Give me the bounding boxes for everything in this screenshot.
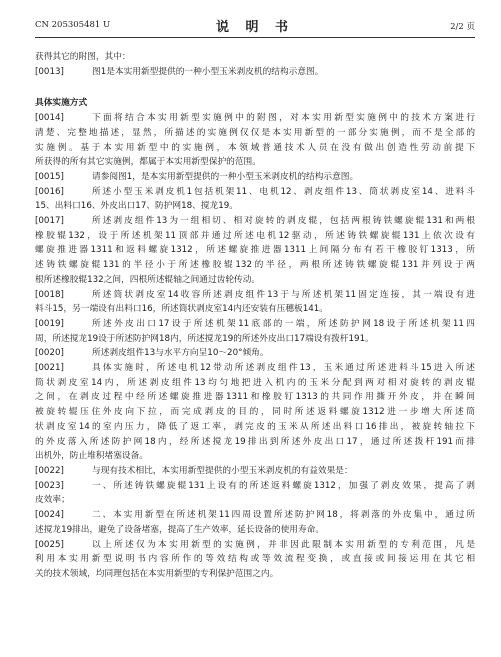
paragraph-number: [0022]: [35, 465, 64, 476]
paragraph-number: [0021]: [35, 363, 64, 374]
paragraph-line: 橡胶辊132，设于所述机架11顶部并通过所述电机12驱动，所述铸铁螺旋辊131上依次设有: [35, 230, 475, 241]
paragraph-first-line: [35, 288, 475, 303]
paragraph-line: 15、出料口16、外皮出口17、防护网18、搅龙19。: [35, 201, 238, 212]
paragraph: [35, 508, 475, 537]
paragraph-list: [35, 111, 475, 582]
paragraph: [35, 464, 475, 479]
paragraph-line: 所述外皮出口17设于所述机架11底部的一端，所述防护网18设于所述机架11四: [92, 318, 475, 329]
paragraph-line: 状剥皮室14的室内压力，降低了返工率，剥完皮的玉米从所述出料口16排出，被旋转轴拉下: [35, 421, 475, 432]
paragraph-first-line: [35, 346, 475, 361]
paragraph-line: 图1是本实用新型提供的一种小型玉米剥皮机的结构示意图。: [92, 66, 324, 77]
paragraph: [35, 65, 475, 80]
paragraph-line: 清楚、完整地描述，显然，所描述的实施例仅仅是本实用新型的一部分实施例，而不是全部的: [35, 127, 475, 138]
paragraph-line: 被旋转辊压住外皮向下拉，而完成剥皮的目的，同时所述返料螺旋1312进一步增大所述筒: [35, 407, 475, 418]
paragraphs-before: [35, 65, 475, 80]
paragraph: [35, 479, 475, 508]
paragraph-first-line: [35, 185, 475, 200]
intro-line: 获得其它的附图，其中：: [35, 52, 131, 62]
document-title: 说 明 书: [215, 20, 295, 35]
page-number: 2/2 页: [450, 22, 475, 32]
paragraph-line: 关的技术领域，均同理包括在本实用新型的专利保护范围之内。: [35, 568, 279, 579]
paragraph-line: 周，所述搅龙19设于所述防护网18内，所述搅龙19的所述外皮出口17端设有拨杆191。: [35, 333, 374, 344]
document-body: [35, 50, 475, 582]
paragraph: [35, 214, 475, 288]
paragraph-first-line: [35, 508, 475, 523]
paragraph-line: 根所述橡胶辊132之间，四根所述辊轴之间通过齿轮传动。: [35, 274, 261, 285]
paragraph: [35, 361, 475, 464]
paragraph-number: [0025]: [35, 539, 64, 550]
paragraph-line: 的外皮落入所述防护网18内，经所述搅龙19排出到所述外皮出口17，通过所述拨杆191而排: [35, 436, 475, 447]
paragraph-number: [0014]: [35, 113, 64, 124]
paragraph: [35, 185, 475, 214]
paragraph-number: [0013]: [35, 66, 64, 77]
paragraph: [35, 288, 475, 317]
paragraph-line: 之间，在剥皮过程中经所述螺旋推进器1311和橡胶钉1313的共同作用撕开外皮，并在瞬间: [35, 392, 475, 403]
paragraph-first-line: [35, 464, 475, 479]
paragraph-line: 所获得的所有其它实施例，都属于本实用新型保护的范围。: [35, 157, 261, 168]
paragraph-line: 与现有技术相比，本实用新型提供的小型玉米剥皮机的有益效果是：: [92, 465, 353, 476]
section-gap: [35, 79, 475, 88]
paragraph-line: 利用本实用新型说明书内容所作的等效结构或等效流程变换，或直接或间接运用在其它相: [35, 554, 475, 565]
paragraph-line: 以上所述仅为本实用新型的实施例，并非因此限制本实用新型的专利范围，凡是: [92, 539, 475, 550]
paragraph-line: 一、所述铸铁螺旋辊131上设有的所述返料螺旋1312，加强了剥皮效果，提高了剥: [92, 480, 475, 491]
paragraph-number: [0020]: [35, 348, 64, 359]
paragraph-first-line: [35, 111, 475, 126]
paragraph-number: [0023]: [35, 480, 64, 491]
paragraph-first-line: [35, 214, 475, 229]
paragraph-first-line: [35, 317, 475, 332]
paragraph-line: 螺旋推进器1311和返料螺旋1312，所述螺旋推进器1311上间隔分布有若干橡胶钉1313，所: [35, 245, 475, 256]
page-header: [35, 13, 475, 38]
paragraph-first-line: [35, 170, 475, 185]
paragraph-number: [0015]: [35, 171, 64, 182]
paragraph-line: 所述剥皮组件13为一组相切、相对旋转的剥皮辊，包括两根铸铁螺旋辊131和两根: [92, 216, 475, 227]
paragraph-number: [0018]: [35, 289, 64, 300]
paragraph: [35, 317, 475, 346]
paragraph-number: [0017]: [35, 216, 64, 227]
paragraph-line: 筒状剥皮室14内，所述剥皮组件13均匀地把进入机内的玉米分配到两对相对旋转的剥皮辊: [35, 377, 475, 388]
paragraph-line: 出机外，防止堆积堵塞设备。: [35, 451, 148, 462]
paragraph-first-line: [35, 65, 475, 80]
paragraph-line: 所述小型玉米剥皮机1包括机架11、电机12、剥皮组件13、筒状剥皮室14、进料斗: [92, 186, 475, 197]
paragraph-first-line: [35, 361, 475, 376]
paragraph-number: [0019]: [35, 318, 64, 329]
paragraph-line: 请参阅图1，是本实用新型提供的一种小型玉米剥皮机的结构示意图。: [92, 171, 359, 182]
paragraph-line: 述铸铁螺旋辊131的半径小于所述橡胶辊132的半径，两根所述铸铁螺旋辊131并列设于两: [35, 260, 475, 271]
paragraph-line: 下面将结合本实用新型实施例中的附图，对本实用新型实施例中的技术方案进行: [92, 113, 475, 124]
paragraph: [35, 170, 475, 185]
paragraph-line: 皮效率；: [35, 495, 70, 506]
paragraph-line: 所述筒状剥皮室14收容所述剥皮组件13于与所述机架11固定连接，其一端设有进: [92, 289, 475, 300]
paragraph-line: 料斗15，另一端设有出料口16，所述筒状剥皮室14内还安装有压穗板141。: [35, 304, 328, 315]
paragraph-line: 二、本实用新型在所述机架11四周设置所述防护网18，将剥落的外皮集中，通过所: [92, 510, 475, 521]
paragraph-line: 实施例。基于本实用新型中的实施例，本领域普通技术人员在没有做出创造性劳动前提下: [35, 142, 475, 153]
paragraph-line: 述搅龙19排出，避免了设备堵塞，提高了生产效率，延长设备的使用寿命。: [35, 524, 325, 535]
section-heading: 具体实施方式: [35, 98, 88, 109]
paragraph-line: 所述剥皮组件13与水平方向呈10～20°倾角。: [92, 348, 269, 359]
publication-number: CN 205305481 U: [35, 20, 111, 30]
paragraph-first-line: [35, 538, 475, 553]
paragraph: [35, 346, 475, 361]
paragraph-number: [0016]: [35, 186, 64, 197]
paragraph-line: 具体实施时，所述电机12带动所述剥皮组件13，玉米通过所述进料斗15进入所述: [92, 363, 475, 374]
paragraph: [35, 111, 475, 170]
paragraph-number: [0024]: [35, 510, 64, 521]
paragraph-first-line: [35, 479, 475, 494]
paragraph: [35, 538, 475, 582]
